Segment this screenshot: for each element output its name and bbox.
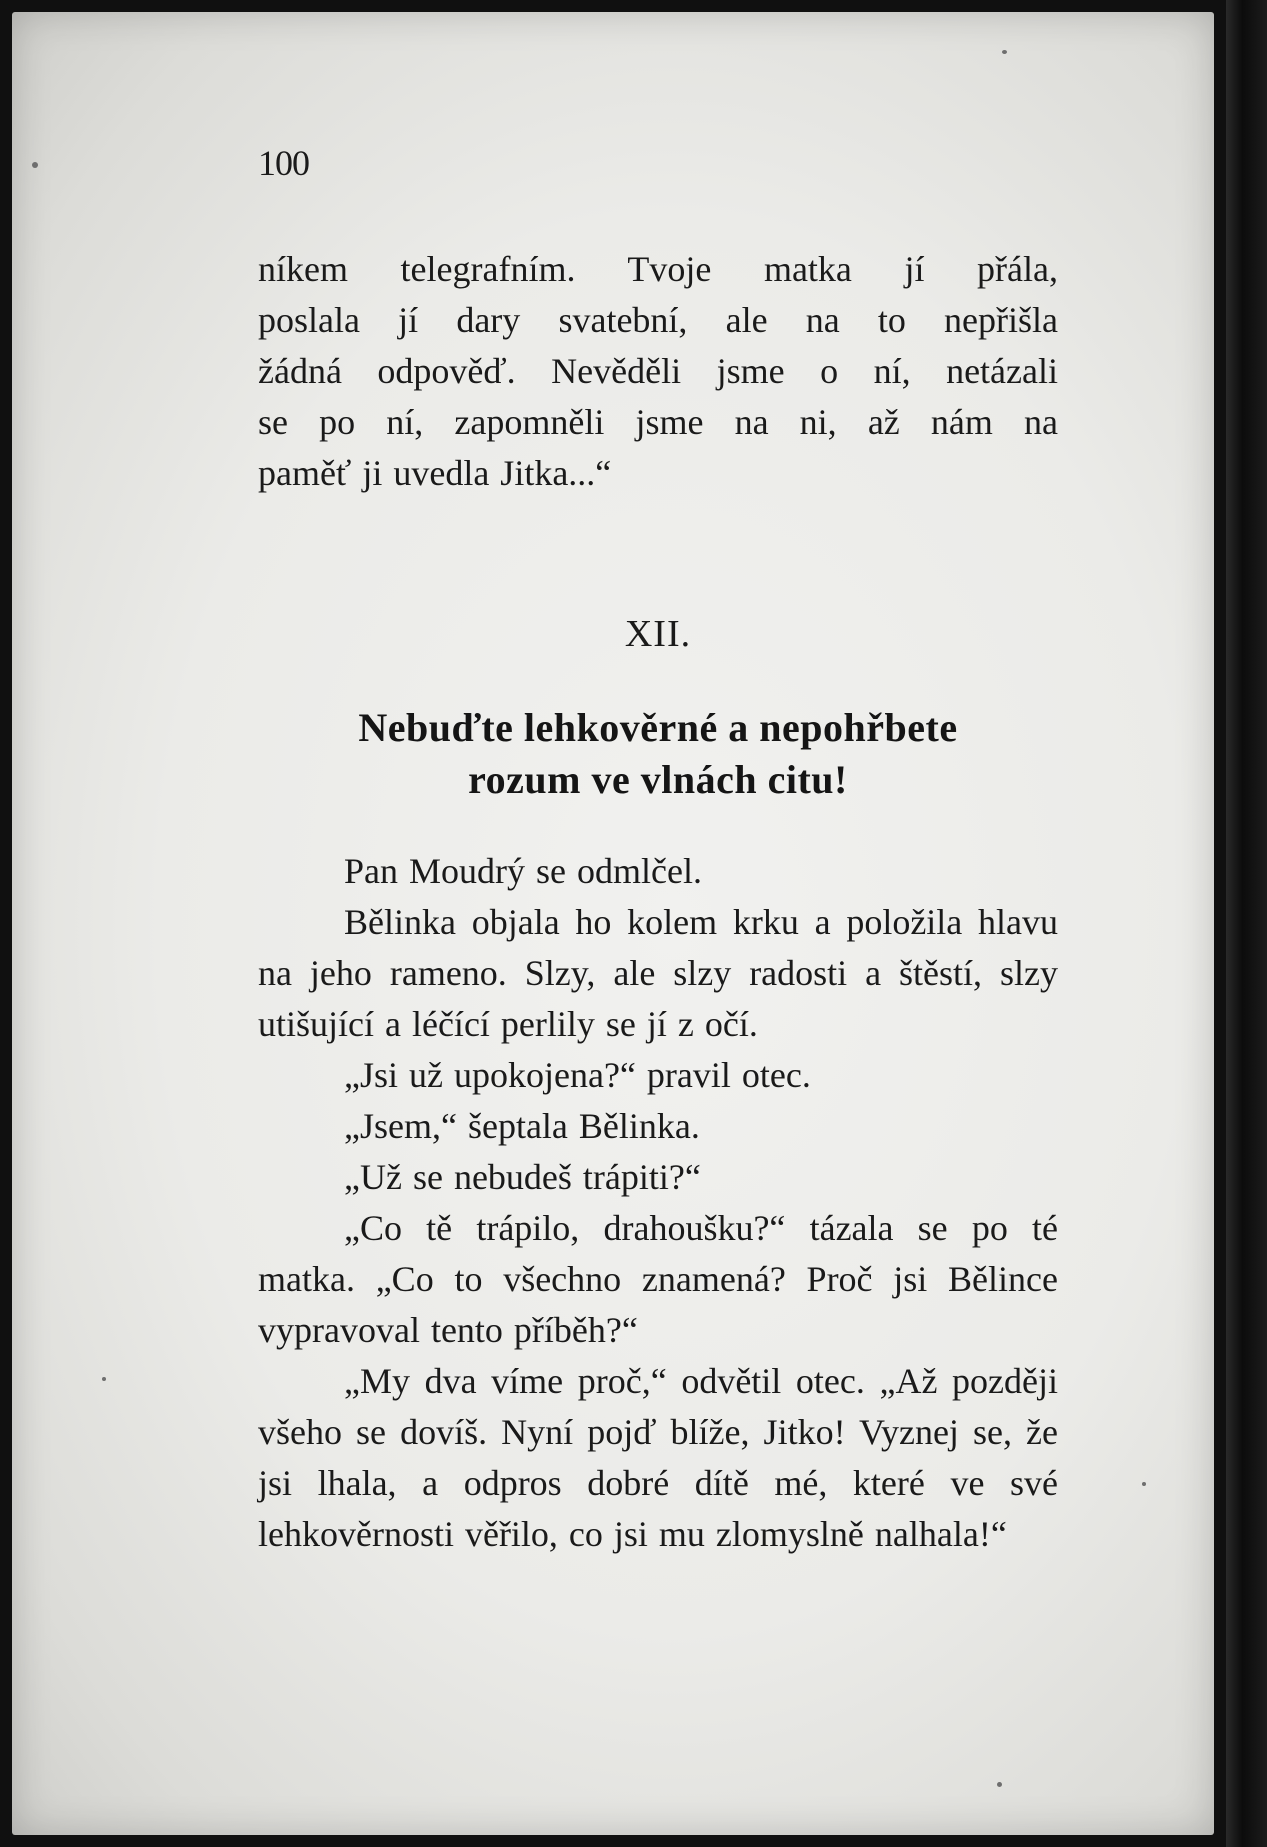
- dust-speck: [32, 162, 38, 168]
- chapter-title-line-2: rozum ve vlnách citu!: [468, 757, 848, 802]
- dust-speck: [997, 1782, 1002, 1787]
- dust-speck: [1002, 50, 1007, 54]
- paragraph: „Jsem,“ šeptala Bělinka.: [344, 1106, 700, 1146]
- chapter-number: XII.: [624, 613, 692, 655]
- chapter-title-line-1: Nebuďte lehkověrné a nepohřbete: [358, 705, 958, 750]
- paragraph-line: paměť ji uvedla Jitka...“: [258, 453, 612, 493]
- chapter-title: [258, 702, 1058, 806]
- paragraph-line: se po ní, zapomněli jsme na ni, až nám na: [258, 402, 1058, 442]
- body-text: [258, 846, 1058, 1560]
- dust-speck: [1142, 1482, 1146, 1486]
- paragraph: „Co tě trápilo, drahoušku?“ tázala se po té matka. „Co to všechno znamená? Proč jsi Bělince vypravoval tento příběh?“: [258, 1208, 1058, 1350]
- paragraph: Pan Moudrý se odmlčel.: [344, 851, 702, 891]
- paragraph: „Jsi už upokojena?“ pravil otec.: [344, 1055, 811, 1095]
- paragraph: „My dva víme proč,“ odvětil otec. „Až později všeho se dovíš. Nyní pojď blíže, Jitko! Vyznej se, že jsi lhala, a odpros dobré dítě mé, které ve své lehkověrnosti věřilo, co jsi mu zlomyslně nalhala!“: [258, 1361, 1058, 1554]
- paragraph-line: níkem telegrafním. Tvoje matka jí přála,: [258, 249, 1058, 289]
- paragraph-line: žádná odpověď. Nevěděli jsme o ní, netázali: [258, 351, 1058, 391]
- dust-speck: [102, 1377, 106, 1381]
- top-paragraph: [258, 244, 1058, 499]
- paragraph: „Už se nebudeš trápiti?“: [344, 1157, 701, 1197]
- paragraph: Bělinka objala ho kolem krku a položila hlavu na jeho rameno. Slzy, ale slzy radosti a štěstí, slzy utišující a léčící perlily se jí z očí.: [258, 902, 1058, 1044]
- paragraph-line: poslala jí dary svatební, ale na to nepřišla: [258, 300, 1058, 340]
- page-number: 100: [258, 143, 309, 183]
- book-spine-edge: [1226, 0, 1267, 1847]
